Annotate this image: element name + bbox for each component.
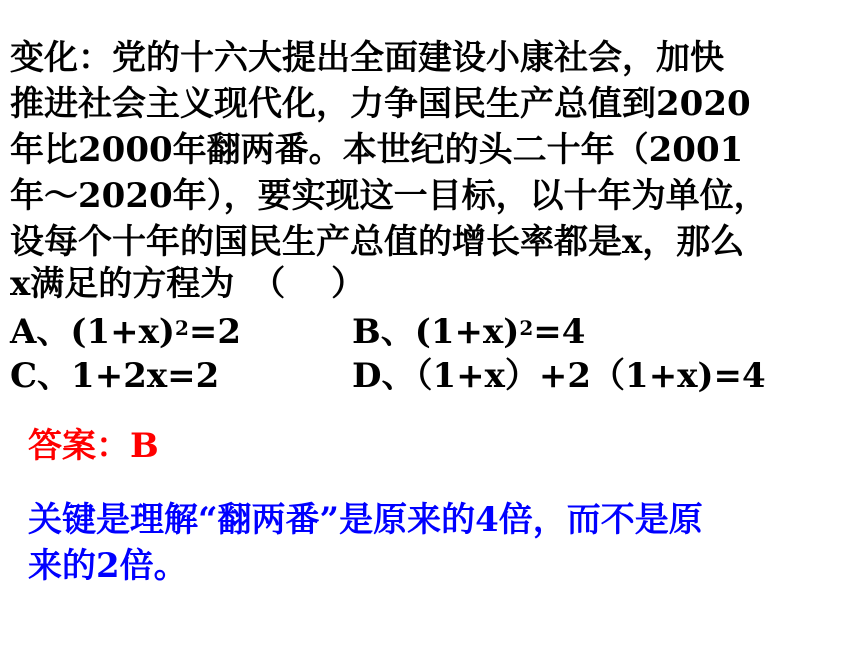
option-a (10, 312, 241, 352)
question-line-4: 年～2020年），要实现这一目标，以十年为单位， (10, 176, 768, 216)
answer-text: 答案：B (28, 426, 159, 466)
question-line-3: 年比2000年翻两番。本世纪的头二十年（2001 (10, 130, 744, 170)
option-b-exponent: 2 (519, 316, 534, 340)
option-c: C、1+2x=2 (10, 356, 220, 396)
option-a-suffix: =2 (188, 312, 242, 352)
option-d: D、（1+x）+2（1+x)=4 (352, 356, 766, 396)
option-b (352, 312, 585, 352)
question-line-6: x满足的方程为 （ ） (10, 264, 366, 304)
question-line-5: 设每个十年的国民生产总值的增长率都是x，那么 (10, 222, 745, 262)
option-b-prefix: B、(1+x) (352, 312, 520, 352)
explanation-line-1: 关键是理解“翻两番”是原来的4倍，而不是原 (28, 500, 703, 540)
explanation-line-2: 来的2倍。 (28, 546, 188, 586)
question-line-1: 变化：党的十六大提出全面建设小康社会，加快 (10, 38, 724, 78)
option-a-prefix: A、(1+x) (10, 312, 175, 352)
option-b-suffix: =4 (533, 312, 586, 352)
question-line-2: 推进社会主义现代化，力争国民生产总值到2020 (10, 84, 751, 124)
option-a-exponent: 2 (174, 316, 189, 340)
